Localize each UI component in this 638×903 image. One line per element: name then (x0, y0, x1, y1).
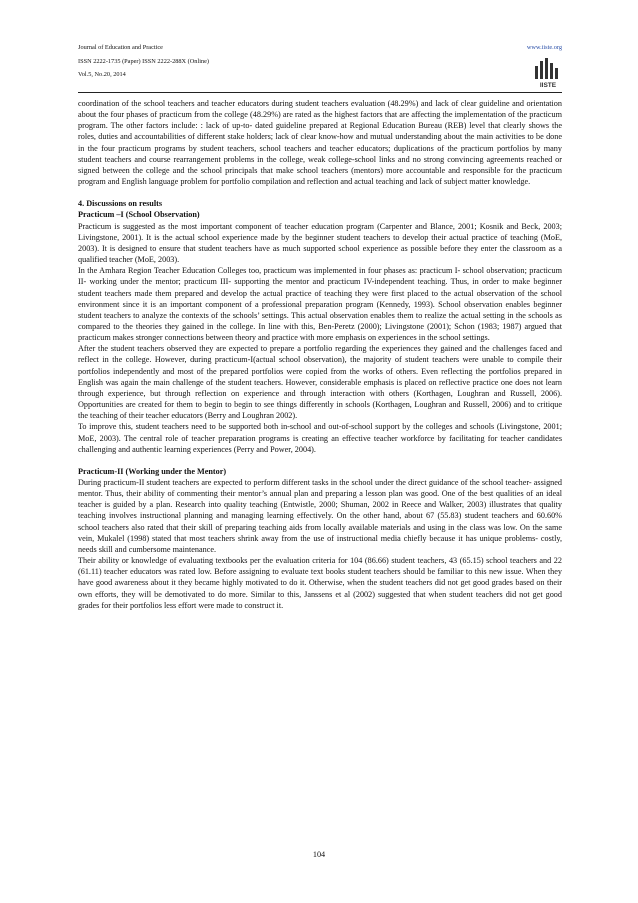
journal-name: Journal of Education and Practice (78, 44, 163, 51)
logo-bar (550, 63, 553, 79)
logo-wordmark: IISTE (539, 82, 557, 88)
subsection-heading: Practicum –I (School Observation) (78, 210, 200, 220)
paragraph-gap (78, 455, 562, 466)
paragraph: Their ability or knowledge of evaluating textbooks per the evaluation criteria for 104 (86.66) student teachers, 43 (65.15) school teachers and 22 (61.11) teacher educators was rated low. Before assigning to evaluate text books student teachers should be familiar to this new issue. When they have good awareness about it they became highly motivated to do it. Otherwise, when the student teachers did not get good grades based on their own efforts, they will be demotivated to do more. Similar to this, Janssens et al (2002) suggested that when student teachers did not get good grades for their portfolios less effort were made to construct it. (78, 556, 562, 610)
paragraph: coordination of the school teachers and teacher educators during student teachers evaluation (48.29%) and lack of clear guideline and orientation about the four phases of practicum from the college (48.29%) are rated as the highest factors that are affecting the implementation of the practicum program. The other factors include: : lack of up-to- dated guideline prepared at Regional Education Bureau (REB) level that clearly shows the roles, duties and accountabilities of different stake holders; lack of clear know-how and mutual understanding about the main activities to be done in the four practicum programs by student teachers, school teachers and teacher educators; duplications of the practicum portfolios by many student teachers and course rearrangement problems in the college, weak college-school links and no strong convincing agreements reached or signed between the college and the school principals that make school teachers (mentors) more accountable and responsible for the practicum program and English language problem for portfolio compilation and reflection and actual teaching and lack of subject matter knowledge. (78, 99, 562, 187)
page-number: 104 (312, 850, 326, 859)
volume-line: Vol.5, No.20, 2014 (78, 71, 126, 78)
logo-bar (555, 68, 558, 79)
journal-url-link[interactable]: www.iiste.org (526, 44, 562, 51)
iiste-logo (534, 58, 562, 88)
page-header (78, 44, 562, 90)
section-heading: 4. Discussions on results (78, 199, 163, 209)
logo-bar (545, 58, 548, 79)
paragraph: During practicum-II student teachers are expected to perform different tasks in the school under the direct guidance of the school teacher- assigned mentor. Thus, their ability of commenting their mentor’s annual plan and preparing a lesson plan was good. One of the best qualities of an ideal teacher is guided by a plan. Research into quality teaching (Entwistle, 2000; Shuman, 2002 in Reece and Walker, 2003) illustrates that quality teaching involves instructional planning and managing learning effectively. On the other hand, about 67 (55.83) student teachers and 60.60% school teachers also rated that their skill of preparing teaching aids from locally available materials and using in the class was low. On the same vein, Mukalel (1998) stated that most teachers shrink away from the use of instructional media chiefly because it has unique problems- costly, needs skill and cumbersome maintenance. (78, 478, 562, 554)
issn-line: ISSN 2222-1735 (Paper) ISSN 2222-288X (Online) (78, 58, 209, 65)
paragraph: After the student teachers observed they are expected to prepare a portfolio regarding the experiences they gained and the challenges faced and reflect in the college. However, during practicum-I(actual school observation), the majority of student teachers were unable to compile their portfolios independently and most of the prepared portfolios were copied from the works of others. Even reflecting the portfolios prepared in English was again the main challenge of the student teachers. However, considerable emphasis is placed on reflective practice one does not learn through experience, but through reflection on experience and through interaction with others (Korthagen, Loughran and Russell, 2006). Opportunities are created for them to begin to begin to see things differently in schools (Korthagen, Loughran and Russell, 2006) and to critique the teaching of their teacher educators (Berry and Loughran 2002). (78, 344, 562, 421)
paragraph: Practicum is suggested as the most important component of teacher education program (Carpenter and Blance, 2001; Kosnik and Beck, 2003; Livingstone, 2001). It is the actual school experience made by the beginner student teachers to develop their actual practice of teaching (MoE, 2003). It is designed to ensure that student teachers have as much supported school experience as possible before they enter the classroom as a qualified teacher (MoE, 2003). (78, 221, 562, 265)
logo-bar (540, 61, 543, 79)
header-rule (78, 92, 562, 93)
paragraph-gap (78, 187, 562, 198)
paragraph: In the Amhara Region Teacher Education Colleges too, practicum was implemented in four phases as: practicum I- school observation; practicum II- working under the mentor; practicum III- supporting the mentor and practicum IV-independent teaching. Thus, in order to make beginner student teachers made them prepared and develop the actual practice of teaching they were first placed to the actual observation of the school environment since it is an important component of a professional preparation program (Kennedy, 1993). School observation enables beginner student teachers to analyze the contexts of the schools’ settings. This actual observation enables them to realize the actual setting in the schools as compared to the theories they gained in the college. In line with this, Ben-Peretz (2000); Livingstone (2001); Schon (1983; 1987) argued that practicum makes stronger connections between theory and practice with more emphasis on experiences in the school settings. (78, 266, 562, 343)
paragraph: To improve this, student teachers need to be supported both in-school and out-of-school support by the colleges and schools (Livingstone, 2001; MoE, 2003). The central role of teacher preparation programs is creating an effective teacher workforce by facilitating for teacher candidates challenging and authentic learning experiences (Perry and Power, 2004). (78, 422, 562, 454)
article-body (78, 98, 562, 611)
logo-bar (535, 66, 538, 79)
subsection-heading: Practicum-II (Working under the Mentor) (78, 466, 227, 476)
